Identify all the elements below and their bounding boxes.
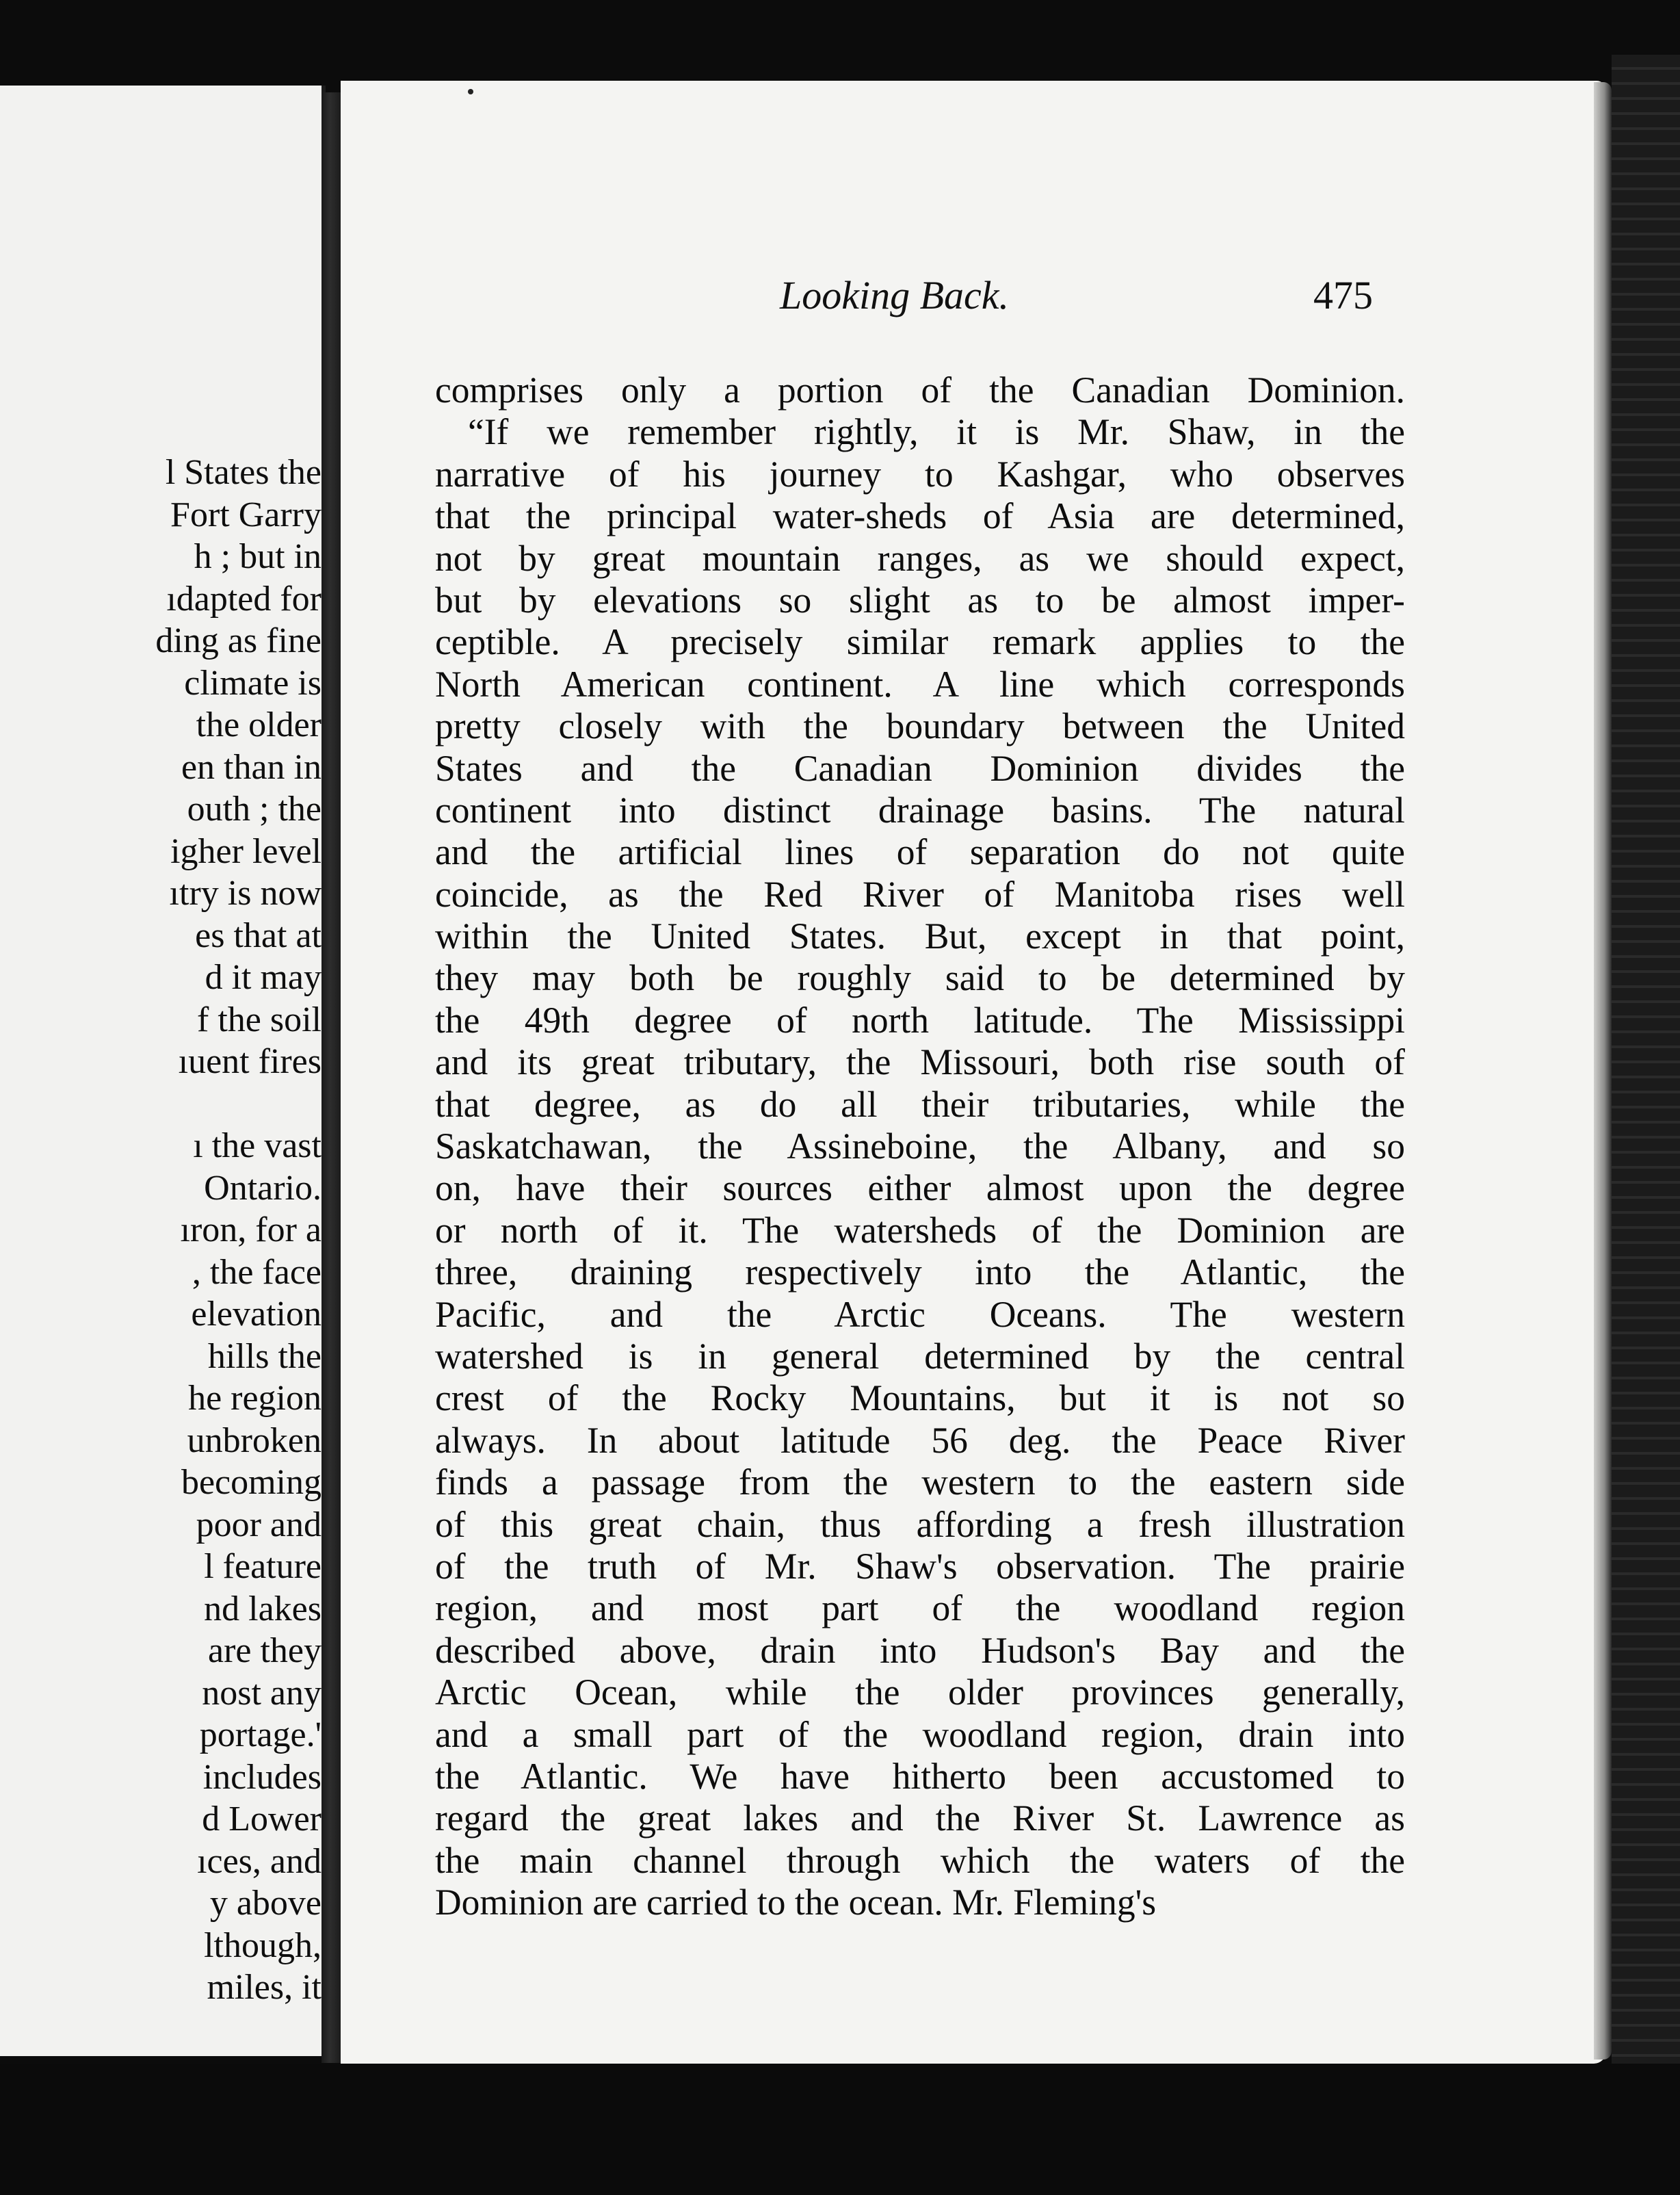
text-line: Pacific, and the Arctic Oceans. The western [435, 1293, 1405, 1335]
left-line: nd lakes [204, 1589, 321, 1628]
text-line: narrative of his journey to Kashgar, who observes [435, 453, 1405, 495]
text-line: Dominion are carried to the ocean. Mr. Fleming's [435, 1882, 1157, 1923]
text-line: finds a passage from the western to the eastern side [435, 1462, 1405, 1503]
text-line: pretty closely with the boundary between the United [435, 705, 1405, 747]
left-line: igher level [170, 831, 321, 871]
left-line: climate is [184, 663, 321, 703]
text-line: three, draining respectively into the Atlantic, the [435, 1251, 1405, 1293]
left-line: nost any [202, 1673, 321, 1713]
book-spine [321, 92, 342, 2063]
page-edges [1612, 55, 1680, 2195]
text-line: comprises only a portion of the Canadian Dominion. [435, 369, 1405, 411]
dust-speck [468, 89, 473, 94]
scan-bottom-border [0, 2064, 1680, 2195]
text-line: that the principal water-sheds of Asia are determined, [435, 495, 1405, 537]
running-head: Looking Back. [780, 273, 1010, 317]
text-line: of this great chain, thus affording a fresh illustration [435, 1503, 1405, 1545]
left-line: en than in [181, 747, 321, 787]
text-line: the main channel through which the waters of the [435, 1839, 1405, 1881]
text-line: the 49th degree of north latitude. The Mississippi [435, 999, 1405, 1041]
left-line: l feature [204, 1547, 321, 1586]
text-line: States and the Canadian Dominion divides the [435, 747, 1405, 789]
text-line: but by elevations so slight as to be almost imper- [435, 579, 1405, 621]
left-paragraph-gap [0, 1083, 321, 1126]
left-page [0, 86, 326, 2056]
text-line: not by great mountain ranges, as we should expect, [435, 537, 1405, 579]
left-line: he region [188, 1379, 321, 1418]
left-line: ıces, and [197, 1841, 321, 1881]
left-line: becoming [181, 1463, 321, 1502]
left-line: f the soil [197, 1000, 321, 1039]
left-line: includes [202, 1757, 321, 1797]
text-line: described above, drain into Hudson's Bay and the [435, 1629, 1405, 1671]
text-line: the Atlantic. We have hitherto been accustomed to [435, 1755, 1405, 1797]
page-edge-shadow [1594, 82, 1612, 2060]
page-number: 475 [1313, 273, 1373, 317]
left-line: ıuent fires [178, 1042, 321, 1081]
left-line: miles, it [207, 1968, 321, 2007]
left-line: h ; but in [194, 537, 321, 576]
left-line: Fort Garry [170, 495, 321, 534]
text-line: and its great tributary, the Missouri, both rise south of [435, 1041, 1405, 1083]
left-line: poor and [196, 1505, 321, 1544]
text-line: and the artificial lines of separation do not quite [435, 831, 1405, 873]
text-line: and a small part of the woodland region, drain into [435, 1713, 1405, 1755]
left-line: Ontario. [204, 1168, 321, 1208]
left-line: d Lower [202, 1800, 321, 1839]
text-line: North American continent. A line which corresponds [435, 663, 1405, 705]
left-line: d it may [205, 958, 321, 997]
left-line: l States the [165, 453, 321, 492]
text-line: or north of it. The watersheds of the Dominion are [435, 1209, 1405, 1251]
left-line: hills the [207, 1336, 321, 1376]
left-line: ı the vast [193, 1126, 321, 1165]
text-line: ceptible. A precisely similar remark applies to the [435, 621, 1405, 663]
left-line: , the face [192, 1252, 321, 1292]
left-line: portage.' [199, 1715, 321, 1754]
left-line: ıron, for a [180, 1210, 321, 1249]
text-line: “If we remember rightly, it is Mr. Shaw, in the [468, 411, 1405, 453]
left-page-text [0, 452, 321, 2009]
text-line: regard the great lakes and the River St. Lawrence as [435, 1797, 1405, 1839]
text-line: that degree, as do all their tributaries, while the [435, 1083, 1405, 1125]
left-line: lthough, [204, 1925, 321, 1965]
text-line: coincide, as the Red River of Manitoba rises well [435, 873, 1405, 915]
left-line: ding as fine [155, 621, 321, 660]
text-line: watershed is in general determined by the central [435, 1335, 1405, 1377]
text-line: always. In about latitude 56 deg. the Peace River [435, 1419, 1405, 1461]
left-line: es that at [195, 915, 321, 955]
left-line: elevation [191, 1295, 321, 1334]
text-line: Arctic Ocean, while the older provinces generally, [435, 1672, 1405, 1713]
text-line: continent into distinct drainage basins. The natural [435, 789, 1405, 831]
left-line: ıdapted for [166, 579, 321, 619]
left-line: outh ; the [187, 790, 321, 829]
text-line: of the truth of Mr. Shaw's observation. The prairie [435, 1545, 1405, 1587]
left-line: ıtry is now [169, 874, 321, 913]
text-line: on, have their sources either almost upon the degree [435, 1167, 1405, 1209]
text-line: crest of the Rocky Mountains, but it is not so [435, 1377, 1405, 1419]
left-line: the older [196, 705, 321, 744]
body-text [435, 369, 1405, 1923]
left-line: unbroken [187, 1420, 321, 1460]
left-line: are they [207, 1631, 321, 1670]
left-line: y above [209, 1884, 321, 1923]
text-line: within the United States. But, except in that point, [435, 915, 1405, 957]
text-line: Saskatchawan, the Assineboine, the Albany, and so [435, 1126, 1405, 1167]
text-line: region, and most part of the woodland region [435, 1587, 1405, 1629]
text-line: they may both be roughly said to be determined by [435, 957, 1405, 999]
